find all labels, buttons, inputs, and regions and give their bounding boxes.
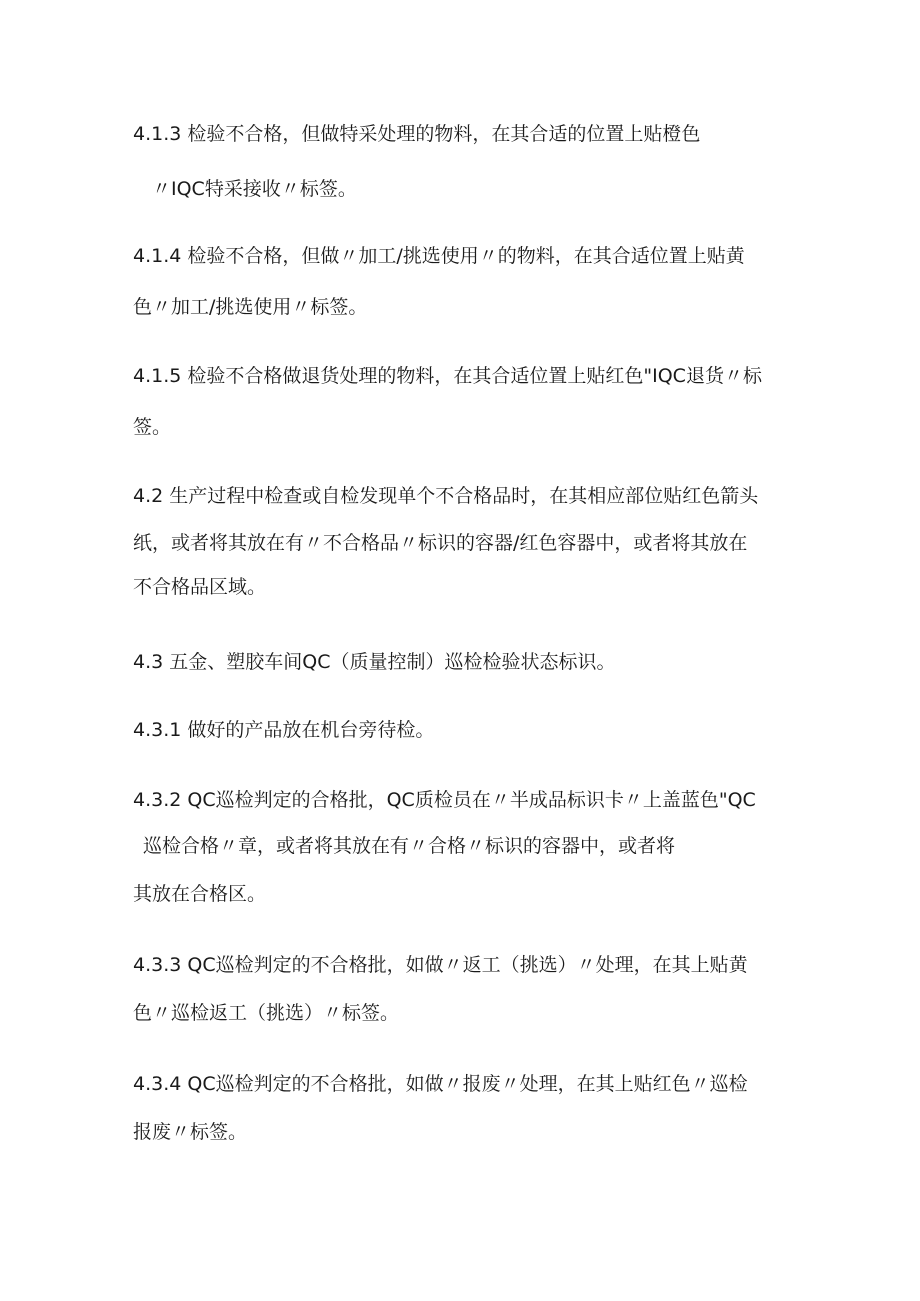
paragraph-4-2-line-1: 4.2 生产过程中检查或自检发现单个不合格品时，在其相应部位贴红色箭头 bbox=[133, 485, 759, 507]
paragraph-4-1-5-line-2: 签。 bbox=[133, 416, 172, 438]
paragraph-4-3-2-line-2: 巡检合格〃章，或者将其放在有〃合格〃标识的容器中，或者将 bbox=[143, 835, 676, 857]
paragraph-4-1-4-line-2: 色〃加工/挑选使用〃标签。 bbox=[133, 296, 368, 318]
paragraph-4-3-2-line-3: 其放在合格区。 bbox=[133, 883, 267, 905]
paragraph-4-3-3-line-1: 4.3.3 QC巡检判定的不合格批，如做〃返工（挑选）〃处理，在其上贴黄 bbox=[133, 954, 748, 976]
paragraph-4-1-3-line-2: 〃IQC特采接收〃标签。 bbox=[152, 178, 357, 200]
paragraph-4-3-2-line-1: 4.3.2 QC巡检判定的合格批，QC质检员在〃半成品标识卡〃上盖蓝色"QC bbox=[133, 789, 756, 811]
paragraph-4-3-4-line-2: 报废〃标签。 bbox=[133, 1121, 248, 1143]
paragraph-4-3-1-line-1: 4.3.1 做好的产品放在机台旁待检。 bbox=[133, 719, 435, 741]
paragraph-4-2-line-2: 纸，或者将其放在有〃不合格品〃标识的容器/红色容器中，或者将其放在 bbox=[133, 532, 748, 554]
paragraph-4-1-4-line-1: 4.1.4 检验不合格，但做〃加工/挑选使用〃的物料，在其合适位置上贴黄 bbox=[133, 245, 745, 267]
paragraph-4-3-line-1: 4.3 五金、塑胶车间QC（质量控制）巡检检验状态标识。 bbox=[133, 651, 616, 673]
paragraph-4-1-3-line-1: 4.1.3 检验不合格，但做特采处理的物料，在其合适的位置上贴橙色 bbox=[133, 123, 701, 145]
paragraph-4-2-line-3: 不合格品区域。 bbox=[133, 576, 267, 598]
paragraph-4-3-4-line-1: 4.3.4 QC巡检判定的不合格批，如做〃报废〃处理，在其上贴红色〃巡检 bbox=[133, 1073, 748, 1095]
paragraph-4-3-3-line-2: 色〃巡检返工（挑选）〃标签。 bbox=[133, 1002, 400, 1024]
paragraph-4-1-5-line-1: 4.1.5 检验不合格做退货处理的物料，在其合适位置上贴红色"IQC退货〃标 bbox=[133, 365, 762, 387]
